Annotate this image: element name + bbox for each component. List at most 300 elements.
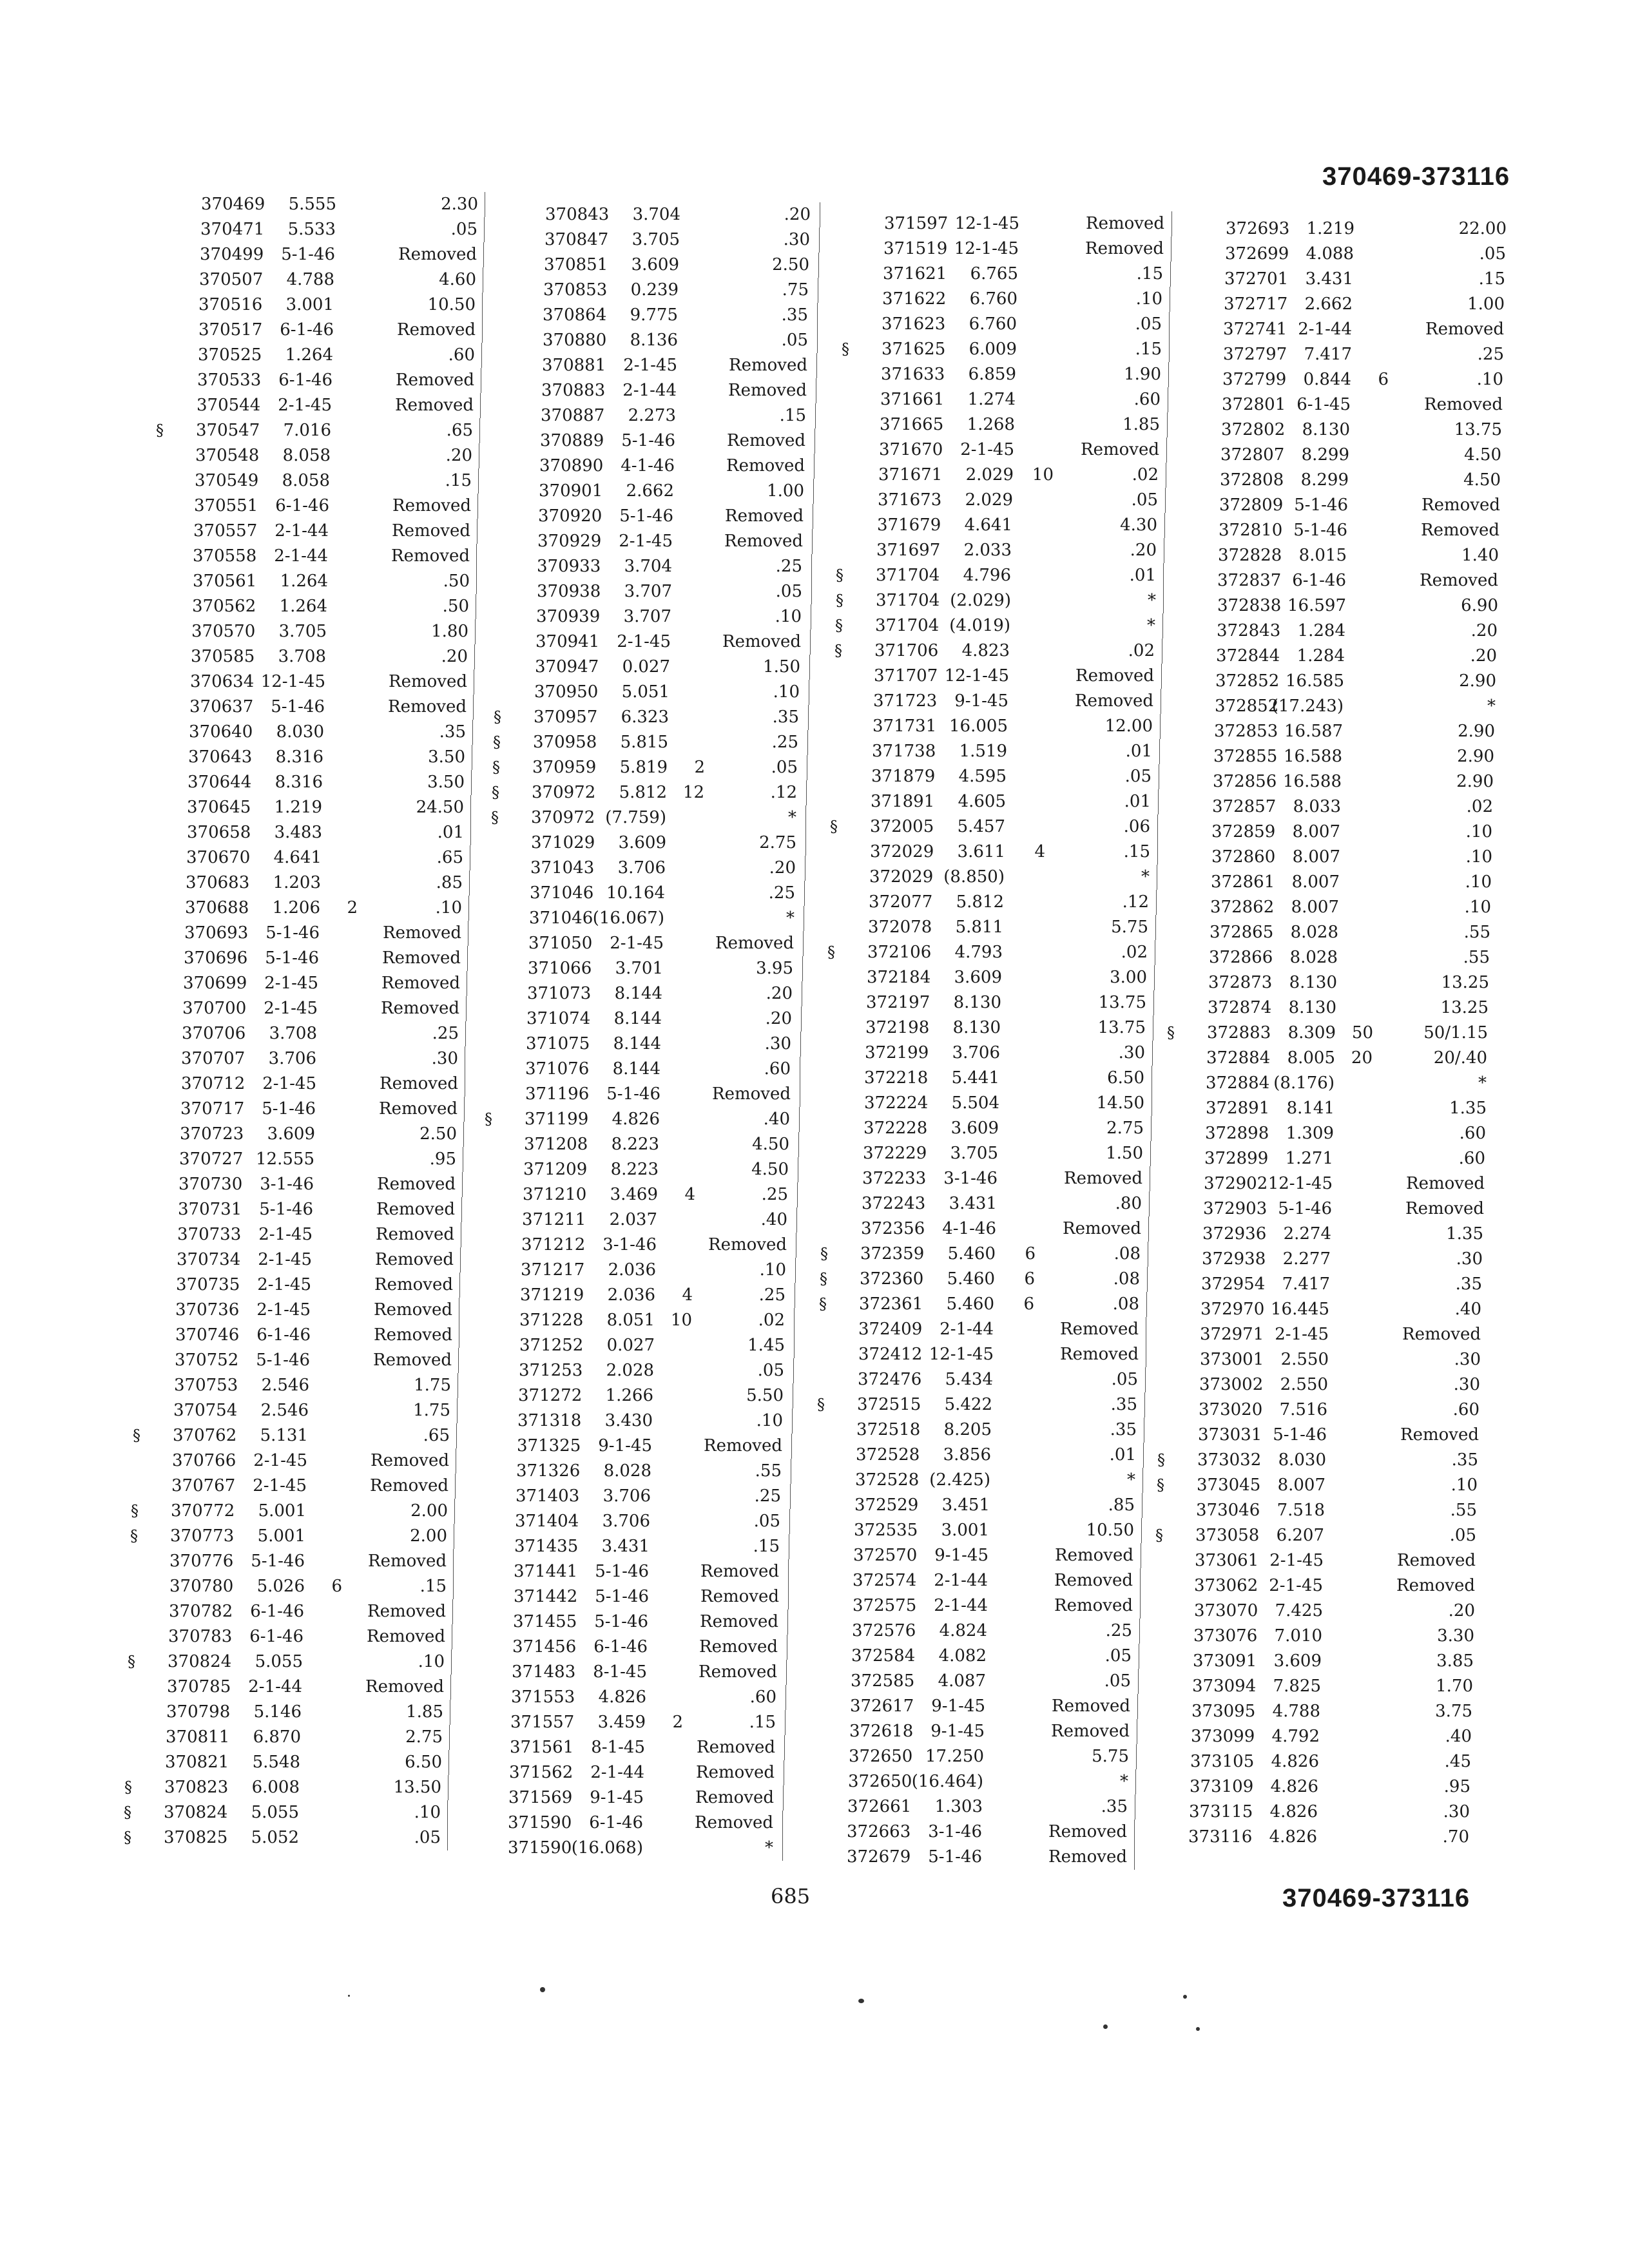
column-rule [454,1499,455,1524]
amount: .05 [450,220,477,239]
prefix-count: 4 [682,1285,693,1305]
column-rule [1135,1769,1136,1794]
rate-or-date: 3.609 [631,255,679,274]
rate-or-date: (8.850) [943,867,1005,887]
item-number: 372518 [856,1420,921,1439]
amount: 2.75 [759,833,796,852]
rate-or-date: 2.037 [609,1210,657,1229]
amount: 3.85 [1436,1651,1474,1671]
removed-label: Removed [381,974,460,993]
amount: .20 [1448,1601,1475,1620]
rate-or-date: 5-1-46 [1278,1199,1332,1218]
item-number: 373001 [1200,1350,1264,1369]
amount: .15 [749,1713,776,1732]
amount: .01 [1129,566,1156,585]
item-number: 370549 [195,471,259,490]
rate-or-date: 3.705 [278,622,327,641]
removed-label: Removed [382,948,461,968]
item-number: 370736 [175,1300,240,1320]
column-rule [483,242,484,267]
rate-or-date: 16.585 [1286,671,1344,691]
column-rule [448,1750,449,1775]
rate-or-date: 5-1-46 [594,1612,648,1631]
amount: .05 [1131,490,1158,510]
item-number: 372809 [1219,495,1284,515]
removed-label: Removed [396,370,474,390]
section-mark: § [1157,1476,1164,1494]
column-rule [1158,789,1159,814]
item-number: 370746 [175,1325,240,1345]
removed-label: Removed [1064,1169,1142,1188]
amount: .15 [1478,269,1505,289]
amount: .25 [771,733,798,752]
rate-or-date: 8.007 [1291,872,1340,892]
removed-label: Removed [1081,440,1159,459]
item-number: 371704 [876,566,940,585]
amount: .15 [1135,340,1162,359]
item-number: 370798 [166,1702,231,1722]
amount: 1.35 [1449,1099,1487,1118]
page-number: 685 [771,1884,811,1908]
removed-label: Removed [376,1200,455,1219]
amount: .20 [441,647,468,666]
item-number: 370735 [176,1275,240,1294]
rate-or-date: 5-1-46 [1293,521,1347,540]
removed-label: Removed [383,923,461,943]
column-rule [1160,714,1161,739]
amount: * [1148,591,1156,610]
amount: 6.50 [1107,1068,1144,1088]
rate-or-date: 3.609 [618,833,666,852]
item-number: 372808 [1220,470,1284,490]
amount: .25 [432,1024,459,1043]
column-rule [796,1207,797,1233]
rate-or-date: 6-1-46 [1292,571,1346,590]
item-number: 372866 [1209,948,1273,967]
item-number: 372585 [851,1671,915,1691]
item-number: 370731 [178,1200,242,1219]
rate-or-date: 4.826 [1269,1802,1318,1821]
item-number: 372898 [1205,1124,1269,1143]
rate-or-date: 8.136 [630,331,678,350]
rate-or-date: 8.130 [1302,420,1350,439]
rate-or-date: 7.518 [1277,1501,1325,1520]
rate-or-date: 2.028 [606,1361,654,1380]
rate-or-date: 5.457 [957,817,1005,836]
rate-or-date: 2-1-44 [275,521,329,541]
amount: 2.90 [1458,722,1495,741]
section-mark: § [836,566,843,584]
rate-or-date: 12-1-45 [954,239,1019,258]
column-rule [788,1559,789,1584]
item-number: 372529 [854,1495,919,1515]
removed-label: Removed [1060,1345,1139,1364]
rate-or-date: 5.434 [945,1370,993,1389]
amount: .95 [1443,1777,1470,1796]
column-rule [803,931,804,956]
amount: .65 [446,421,473,440]
amount: 13.50 [393,1778,441,1797]
rate-or-date: 5.460 [947,1244,996,1264]
rate-or-date: 6-1-46 [250,1602,304,1621]
removed-label: Removed [727,431,805,450]
rate-or-date: 12-1-45 [929,1345,994,1364]
removed-label: Removed [365,1677,444,1696]
amount: * [1147,616,1155,635]
column-rule [459,1273,460,1298]
amount: .60 [749,1687,776,1707]
scan-speck [1196,2027,1200,2031]
item-number: 373061 [1195,1551,1259,1570]
column-rule [811,579,812,604]
rate-or-date: 4.793 [954,943,1003,962]
rate-or-date: 8.316 [275,747,323,767]
item-number: 373031 [1198,1425,1262,1445]
amount: .15 [445,471,472,490]
column-rule [470,820,471,845]
column-rule [476,544,477,569]
removed-label: Removed [392,496,471,515]
item-number: 372218 [864,1068,929,1088]
removed-label: Removed [377,1175,456,1194]
rate-or-date: 4-1-46 [621,456,675,476]
amount: .01 [1124,792,1151,811]
removed-label: Removed [1421,521,1499,540]
rate-or-date: 3.706 [602,1486,651,1506]
rate-or-date: 4.823 [961,641,1010,660]
rate-or-date: 5-1-46 [259,1200,313,1219]
rate-or-date: 4.087 [938,1671,986,1691]
column-rule [1138,1669,1139,1694]
item-number: 370643 [188,747,253,767]
item-number: 370699 [183,974,247,993]
item-number: 371066 [528,959,592,978]
rate-or-date: 3.609 [950,1119,999,1138]
column-rule [458,1348,459,1373]
amount: .05 [1124,767,1152,786]
amount: 13.75 [1097,1018,1146,1037]
item-number: 370734 [177,1250,241,1269]
amount: .55 [755,1461,782,1481]
item-number: 370938 [537,582,601,601]
item-number: 370688 [185,898,249,918]
column-rule [809,655,810,680]
amount: * [765,1838,773,1858]
rate-or-date: 5.055 [255,1652,303,1671]
amount: .10 [418,1652,445,1671]
amount: 6.50 [405,1753,442,1772]
rate-or-date: 5.001 [258,1501,306,1521]
rate-or-date: 2.029 [965,490,1013,510]
amount: 10.50 [427,295,476,314]
amount: .02 [1132,465,1159,485]
removed-label: Removed [1063,1219,1141,1238]
rate-or-date: 12-1-45 [260,672,325,691]
column-rule [1167,412,1168,437]
section-mark: § [834,642,842,660]
rate-or-date: 5-1-46 [265,923,320,943]
item-number: 370752 [175,1350,239,1370]
prefix-count: 2 [694,758,705,777]
item-number: 373115 [1189,1802,1253,1821]
item-number: 370548 [195,446,260,465]
column-rule [450,1675,451,1700]
rate-or-date: 16.445 [1271,1300,1329,1319]
item-number: 372797 [1223,345,1287,364]
item-number: 372853 [1214,722,1278,741]
item-number: 371325 [517,1436,581,1456]
rate-or-date: 2.029 [965,465,1014,485]
amount: .50 [442,597,469,616]
rate-or-date: 4.788 [286,270,334,289]
amount: 3.95 [756,959,793,978]
amount: .10 [1465,847,1492,867]
item-number: 372891 [1206,1099,1270,1118]
scan-speck [348,1995,350,1997]
item-number: 371553 [511,1687,575,1707]
amount: 10.50 [1086,1521,1134,1540]
rate-or-date: 2-1-44 [590,1763,644,1782]
removed-label: Removed [1424,395,1503,414]
column-rule [451,1649,452,1675]
rate-or-date: 6.859 [968,365,1016,384]
item-number: 371561 [510,1738,574,1757]
column-rule [1142,1468,1143,1493]
rate-or-date: 6-1-45 [1296,395,1351,414]
amount: 5.75 [1092,1747,1129,1766]
amount: 1.50 [1106,1144,1143,1163]
column-rule [1139,1619,1140,1644]
amount: .30 [1453,1375,1480,1394]
amount: .12 [770,783,797,802]
amount: .70 [1442,1827,1469,1847]
rate-or-date: 5-1-46 [928,1847,982,1867]
column-rule [478,468,479,494]
item-number: 370933 [537,557,601,576]
removed-label: Removed [397,320,476,340]
rate-or-date: 8.058 [282,471,330,490]
item-number: 370853 [543,280,608,300]
amount: .08 [1113,1244,1141,1264]
amount: .05 [1135,314,1162,334]
amount: .80 [1115,1194,1142,1213]
removed-label: Removed [700,1612,778,1631]
amount: 20/.40 [1433,1048,1487,1068]
item-number: 372693 [1226,219,1290,238]
rate-or-date: 3.431 [949,1194,997,1213]
removed-label: Removed [1396,1576,1475,1595]
rate-or-date: 2-1-45 [258,1250,312,1269]
rate-or-date: 16.587 [1284,722,1343,741]
item-number: 373109 [1190,1777,1254,1796]
column-rule [476,569,477,594]
amount: .10 [773,682,800,702]
item-number: 370551 [194,496,258,515]
column-rule [788,1584,789,1610]
rate-or-date: 2.662 [626,481,674,501]
item-number: 370547 [196,421,260,440]
column-rule [1149,1191,1150,1216]
rate-or-date: 6-1-46 [280,320,334,340]
item-number: 372199 [865,1043,929,1062]
rate-or-date: 4.826 [1269,1827,1317,1847]
rate-or-date: 2-1-45 [619,532,673,551]
item-number: 370754 [173,1401,238,1420]
rate-or-date: 4.641 [964,515,1012,535]
removed-label: Removed [715,934,794,953]
amount: .05 [781,331,808,350]
rate-or-date: 0.027 [606,1336,655,1355]
section-mark: § [485,1110,492,1128]
item-number: 372859 [1211,822,1276,841]
removed-label: Removed [700,1587,779,1606]
amount: .25 [775,557,802,576]
rate-or-date: 1.284 [1296,646,1345,666]
item-number: 370727 [179,1149,244,1169]
amount: .55 [1450,1501,1477,1520]
rate-or-date: 2-1-45 [264,999,318,1018]
rate-or-date: 1.274 [967,390,1016,409]
rate-or-date: (17.243) [1271,697,1344,716]
item-number: 371723 [873,691,938,711]
removed-label: Removed [1425,320,1504,339]
rate-or-date: 5.055 [251,1803,299,1822]
amount: 2.90 [1456,772,1494,791]
column-rule [795,1258,796,1283]
item-number: 372476 [858,1370,922,1389]
column-rule [460,1247,461,1273]
item-number: 371253 [519,1361,583,1380]
rate-or-date: 3.706 [617,858,666,878]
column-rule [1170,262,1171,287]
amount: 1.45 [747,1336,785,1355]
rate-or-date: 3.705 [631,230,680,249]
section-mark: § [492,783,499,802]
column-rule [453,1549,454,1574]
item-number: 372860 [1211,847,1276,867]
rate-or-date: 4.641 [273,848,322,867]
item-number: 371442 [514,1587,578,1606]
amount: 14.50 [1096,1093,1144,1113]
amount: .05 [1104,1671,1131,1691]
amount: .01 [1109,1445,1136,1465]
item-number: 372584 [851,1646,916,1666]
amount: .02 [1128,641,1155,660]
column-rule [784,1735,785,1760]
rate-or-date: 1.206 [272,898,320,918]
item-number: 372412 [858,1345,923,1364]
amount: * [1127,1470,1135,1490]
item-number: 371590 [508,1813,572,1832]
column-rule [480,393,481,418]
amount: .60 [448,345,475,365]
item-number: 370889 [540,431,604,450]
item-number: 370958 [533,733,597,752]
section-mark: § [492,758,500,776]
item-number: 370776 [169,1552,234,1571]
item-number: 372077 [869,892,933,912]
item-number: 371196 [525,1084,590,1104]
rate-or-date: 8.299 [1300,470,1349,490]
amount: .65 [436,848,463,867]
item-number: 370824 [164,1803,228,1822]
item-number: 371879 [871,767,936,786]
amount: 2.75 [1106,1119,1144,1138]
item-number: 370880 [543,331,607,350]
removed-label: Removed [1052,1696,1130,1716]
item-number: 371252 [519,1336,584,1355]
item-number: 372873 [1208,973,1273,992]
rate-or-date: 6.207 [1276,1526,1324,1545]
item-number: 373002 [1199,1375,1264,1394]
item-number: 370644 [188,773,252,792]
rate-or-date: 8.130 [953,993,1001,1012]
column-rule [783,1785,784,1811]
item-number: 372852 [1215,671,1280,691]
item-number: 371074 [526,1009,591,1028]
rate-or-date: 3.430 [604,1411,653,1430]
item-number: 370561 [193,572,257,591]
amount: .05 [771,758,798,777]
item-number: 372356 [861,1219,925,1238]
amount: .01 [1125,742,1152,761]
column-rule [482,318,483,343]
rate-or-date: 8.205 [943,1420,992,1439]
prefix-count: 4 [1034,842,1045,861]
rate-or-date: 8.223 [611,1135,659,1154]
rate-or-date: 10.164 [606,883,665,903]
removed-label: Removed [704,1436,782,1456]
removed-label: Removed [1086,214,1164,233]
section-mark: § [491,809,499,827]
amount: .15 [419,1577,447,1596]
rate-or-date: 4.826 [612,1110,660,1129]
amount: .60 [1458,1149,1485,1168]
item-number: 372801 [1222,395,1286,414]
item-number: 372570 [853,1546,918,1565]
amount: .15 [1123,842,1150,861]
item-number: 370823 [164,1778,229,1797]
amount: .05 [753,1512,780,1531]
rate-or-date: 1.284 [1297,621,1345,640]
item-number: 372361 [859,1294,923,1314]
item-number: 370782 [169,1602,233,1621]
rate-or-date: 5-1-46 [262,1099,316,1119]
amount: 1.75 [413,1401,450,1420]
section-mark: § [130,1527,138,1545]
amount: .20 [769,858,796,878]
rate-or-date: 4.826 [598,1687,646,1707]
rate-or-date: 6-1-46 [278,370,333,390]
amount: .10 [435,898,462,918]
amount: .55 [1463,923,1490,942]
amount: .85 [436,873,463,892]
column-rule [805,831,806,856]
rate-or-date: 1.264 [279,597,327,616]
rate-or-date: 2.662 [1304,294,1353,314]
rate-or-date: 2-1-44 [940,1320,994,1339]
item-number: 371633 [881,365,945,384]
scan-speck [540,1987,545,1992]
column-rule [1151,1116,1152,1141]
rate-or-date: 12-1-45 [944,666,1009,686]
amount: 1.85 [1123,415,1160,434]
scan-speck [1183,1995,1187,1999]
rate-or-date: 5.131 [260,1426,308,1445]
amount: 12.00 [1104,716,1153,736]
column-rule [1144,1392,1145,1418]
column-rule [447,1800,448,1825]
